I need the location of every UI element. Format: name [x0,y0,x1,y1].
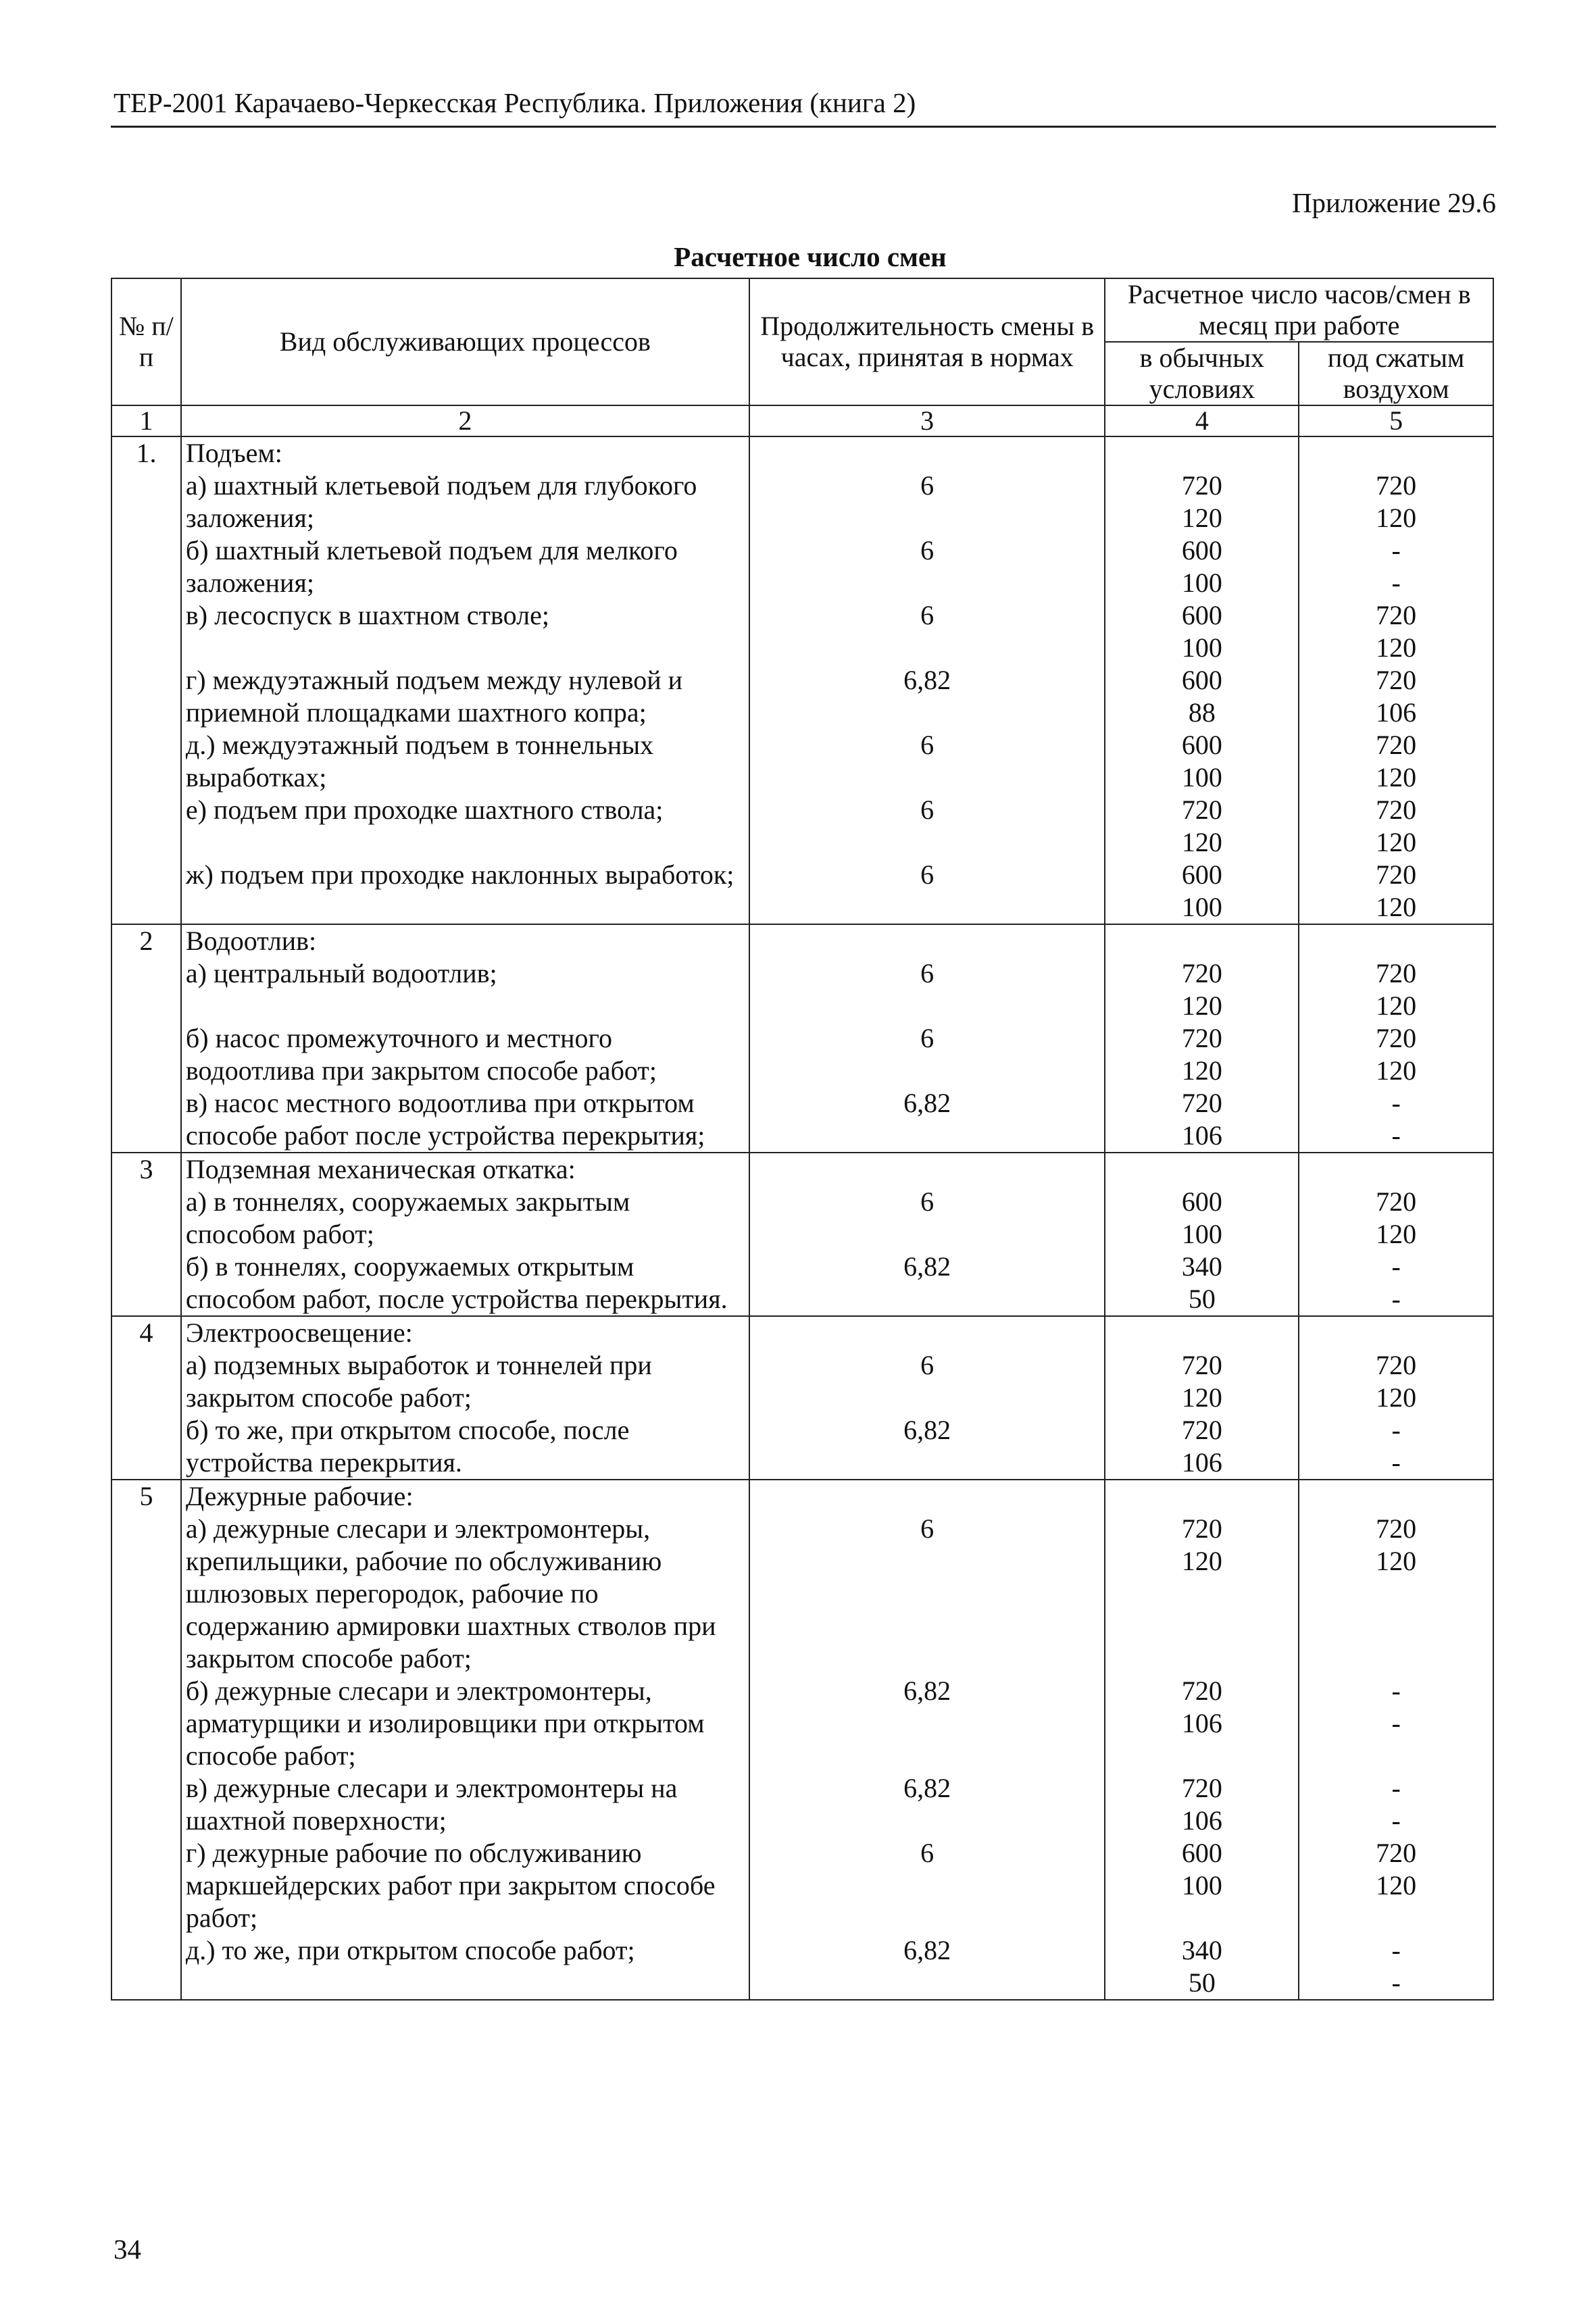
air-hours: 720 [1376,1023,1417,1053]
col-header-duration: Продолжительность смены в часах, принятая в нормах [749,278,1105,405]
air-hours: - [1391,1251,1401,1282]
normal-shifts: 100 [1181,1870,1222,1901]
col-number: 2 [181,405,749,436]
air-hours: 720 [1376,600,1417,630]
normal-shifts: 120 [1181,827,1222,857]
air-shifts: 120 [1376,632,1417,663]
duration-value: 6 [749,1186,1105,1251]
section-title: Дежурные рабочие: [181,1480,749,1513]
normal-hours: 720 [1181,958,1222,988]
process-text: б) насос промежуточного и местного водоотлива при закрытом способе работ; [181,1022,749,1087]
col-number: 1 [111,405,181,436]
air-hours: 720 [1376,470,1417,501]
air-hours: 720 [1376,1513,1417,1544]
process-text: б) дежурные слесари и электромонтеры, арматурщики и изолировщики при открытом способе работ; [181,1675,749,1772]
normal-hours: 600 [1181,1186,1222,1217]
col-header-process: Вид обслуживающих процессов [181,278,749,405]
air-shifts: - [1391,1120,1401,1151]
normal-hours: 720 [1181,795,1222,825]
section-title: Водоотлив: [181,924,749,957]
normal-hours: 600 [1181,535,1222,565]
process-text: а) шахтный клетьевой подъем для глубокого заложения; [181,470,749,534]
duration-value: 6,82 [749,1934,1105,2000]
table-title: Расчетное число смен [674,241,947,272]
col-number: 5 [1299,405,1493,436]
process-text: в) лесоспуск в шахтном стволе; [181,599,749,664]
duration-value: 6 [749,957,1105,1022]
table-row [111,1675,1493,1772]
normal-hours: 720 [1181,470,1222,501]
table-row [111,729,1493,794]
table-row [111,1022,1493,1087]
air-shifts: 120 [1376,1870,1417,1901]
duration-value: 6,82 [749,1414,1105,1480]
table-row [111,1837,1493,1934]
air-shifts: 120 [1376,892,1417,922]
normal-shifts: 100 [1181,568,1222,598]
normal-shifts: 120 [1181,990,1222,1021]
normal-shifts: 88 [1188,697,1216,728]
section-row [111,924,1493,957]
air-shifts: - [1391,1967,1401,1998]
air-hours: - [1391,1935,1401,1965]
duration-value: 6,82 [749,1675,1105,1772]
normal-hours: 720 [1181,1513,1222,1544]
header-rule [111,126,1496,128]
table-row [111,1772,1493,1837]
air-hours: 720 [1376,1350,1417,1380]
air-hours: 720 [1376,1186,1417,1217]
table-row [111,534,1493,599]
section-number: 1. [111,436,181,470]
col-header-air: под сжатым воздухом [1299,342,1493,405]
air-shifts: 120 [1376,827,1417,857]
normal-hours: 600 [1181,600,1222,630]
air-shifts: 106 [1376,697,1417,728]
section-row [111,1153,1493,1186]
duration-value: 6 [749,859,1105,924]
section-row [111,436,1493,470]
normal-shifts: 120 [1181,1546,1222,1576]
air-hours: 720 [1376,958,1417,988]
process-text: д.) то же, при открытом способе работ; [181,1934,749,2000]
table-row [111,1934,1493,2000]
table-row [111,1414,1493,1480]
air-shifts: 120 [1376,503,1417,533]
air-hours: - [1391,1676,1401,1706]
process-text: г) дежурные рабочие по обслуживанию маркшейдерских работ при закрытом способе работ; [181,1837,749,1934]
air-shifts: 120 [1376,1382,1417,1413]
normal-shifts: 100 [1181,762,1222,793]
normal-shifts: 50 [1188,1284,1216,1314]
table-row [111,1186,1493,1251]
air-shifts: 120 [1376,1055,1417,1086]
air-shifts: - [1391,1805,1401,1836]
col-number: 4 [1105,405,1299,436]
duration-value: 6,82 [749,1772,1105,1837]
air-hours: 720 [1376,730,1417,760]
page-number: 34 [114,2234,141,2265]
air-hours: - [1391,1415,1401,1445]
process-text: е) подъем при проходке шахтного ствола; [181,794,749,859]
duration-value: 6,82 [749,1087,1105,1153]
air-hours: 720 [1376,795,1417,825]
duration-value: 6 [749,470,1105,534]
normal-hours: 720 [1181,1088,1222,1118]
process-text: а) подземных выработок и тоннелей при закрытом способе работ; [181,1349,749,1414]
duration-value: 6 [749,794,1105,859]
page-header: ТЕР-2001 Карачаево-Черкесская Республика. Приложения (книга 2) [114,87,916,118]
duration-value: 6 [749,729,1105,794]
normal-shifts: 120 [1181,503,1222,533]
duration-value: 6 [749,1513,1105,1675]
col-header-normal: в обычных условиях [1105,342,1299,405]
table-row [111,1251,1493,1316]
air-hours: - [1391,1773,1401,1803]
section-number: 2 [111,924,181,957]
duration-value: 6 [749,1022,1105,1087]
section-title: Подъем: [181,436,749,470]
duration-value: 6,82 [749,1251,1105,1316]
table-row [111,1087,1493,1153]
shift-table [111,278,1494,2001]
air-hours: - [1391,1088,1401,1118]
normal-shifts: 106 [1181,1708,1222,1738]
normal-shifts: 106 [1181,1447,1222,1478]
normal-shifts: 120 [1181,1055,1222,1086]
air-shifts: 120 [1376,1546,1417,1576]
air-hours: 720 [1376,859,1417,890]
table-row [111,794,1493,859]
section-number: 5 [111,1480,181,1513]
normal-shifts: 106 [1181,1805,1222,1836]
normal-hours: 720 [1181,1773,1222,1803]
normal-shifts: 100 [1181,892,1222,922]
process-text: ж) подъем при проходке наклонных выработок; [181,859,749,924]
normal-hours: 720 [1181,1350,1222,1380]
section-title: Электроосвещение: [181,1316,749,1349]
normal-shifts: 100 [1181,632,1222,663]
process-text: а) дежурные слесари и электромонтеры, крепильщики, рабочие по обслуживанию шлюзовых перегородок, рабочие по содержанию армировки шахтных стволов при закрытом способе работ; [181,1513,749,1675]
air-shifts: - [1391,1708,1401,1738]
table-row [111,859,1493,924]
normal-hours: 720 [1181,1415,1222,1445]
duration-value: 6,82 [749,664,1105,729]
air-shifts: 120 [1376,762,1417,793]
air-shifts: - [1391,1447,1401,1478]
process-text: в) дежурные слесари и электромонтеры на шахтной поверхности; [181,1772,749,1837]
section-number: 3 [111,1153,181,1186]
normal-hours: 340 [1181,1935,1222,1965]
normal-shifts: 106 [1181,1120,1222,1151]
normal-shifts: 120 [1181,1382,1222,1413]
section-row [111,1480,1493,1513]
process-text: г) междуэтажный подъем между нулевой и приемной площадками шахтного копра; [181,664,749,729]
table-row [111,957,1493,1022]
section-title: Подземная механическая откатка: [181,1153,749,1186]
appendix-label: Приложение 29.6 [1291,187,1496,218]
normal-shifts: 50 [1188,1967,1216,1998]
section-row [111,1316,1493,1349]
table-row [111,1349,1493,1414]
air-shifts: 120 [1376,1219,1417,1249]
process-text: а) в тоннелях, сооружаемых закрытым способом работ; [181,1186,749,1251]
normal-hours: 340 [1181,1251,1222,1282]
process-text: б) в тоннелях, сооружаемых открытым способом работ, после устройства перекрытия. [181,1251,749,1316]
normal-hours: 600 [1181,859,1222,890]
normal-hours: 600 [1181,665,1222,695]
col-header-group: Расчетное число часов/смен в месяц при работе [1105,278,1493,342]
table-row [111,1513,1493,1675]
col-header-num: № п/п [111,278,181,405]
air-hours: 720 [1376,665,1417,695]
normal-hours: 600 [1181,1838,1222,1868]
duration-value: 6 [749,599,1105,664]
normal-shifts: 100 [1181,1219,1222,1249]
col-number: 3 [749,405,1105,436]
table-row [111,599,1493,664]
section-number: 4 [111,1316,181,1349]
duration-value: 6 [749,534,1105,599]
process-text: б) то же, при открытом способе, после устройства перекрытия. [181,1414,749,1480]
air-shifts: - [1391,568,1401,598]
normal-hours: 720 [1181,1676,1222,1706]
air-hours: 720 [1376,1838,1417,1868]
normal-hours: 600 [1181,730,1222,760]
duration-value: 6 [749,1349,1105,1414]
normal-hours: 720 [1181,1023,1222,1053]
table-row [111,470,1493,534]
air-hours: - [1391,535,1401,565]
table-row [111,664,1493,729]
duration-value: 6 [749,1837,1105,1934]
process-text: д.) междуэтажный подъем в тоннельных выработках; [181,729,749,794]
air-shifts: - [1391,1284,1401,1314]
process-text: б) шахтный клетьевой подъем для мелкого заложения; [181,534,749,599]
process-text: а) центральный водоотлив; [181,957,749,1022]
process-text: в) насос местного водоотлива при открытом способе работ после устройства перекрытия; [181,1087,749,1153]
air-shifts: 120 [1376,990,1417,1021]
